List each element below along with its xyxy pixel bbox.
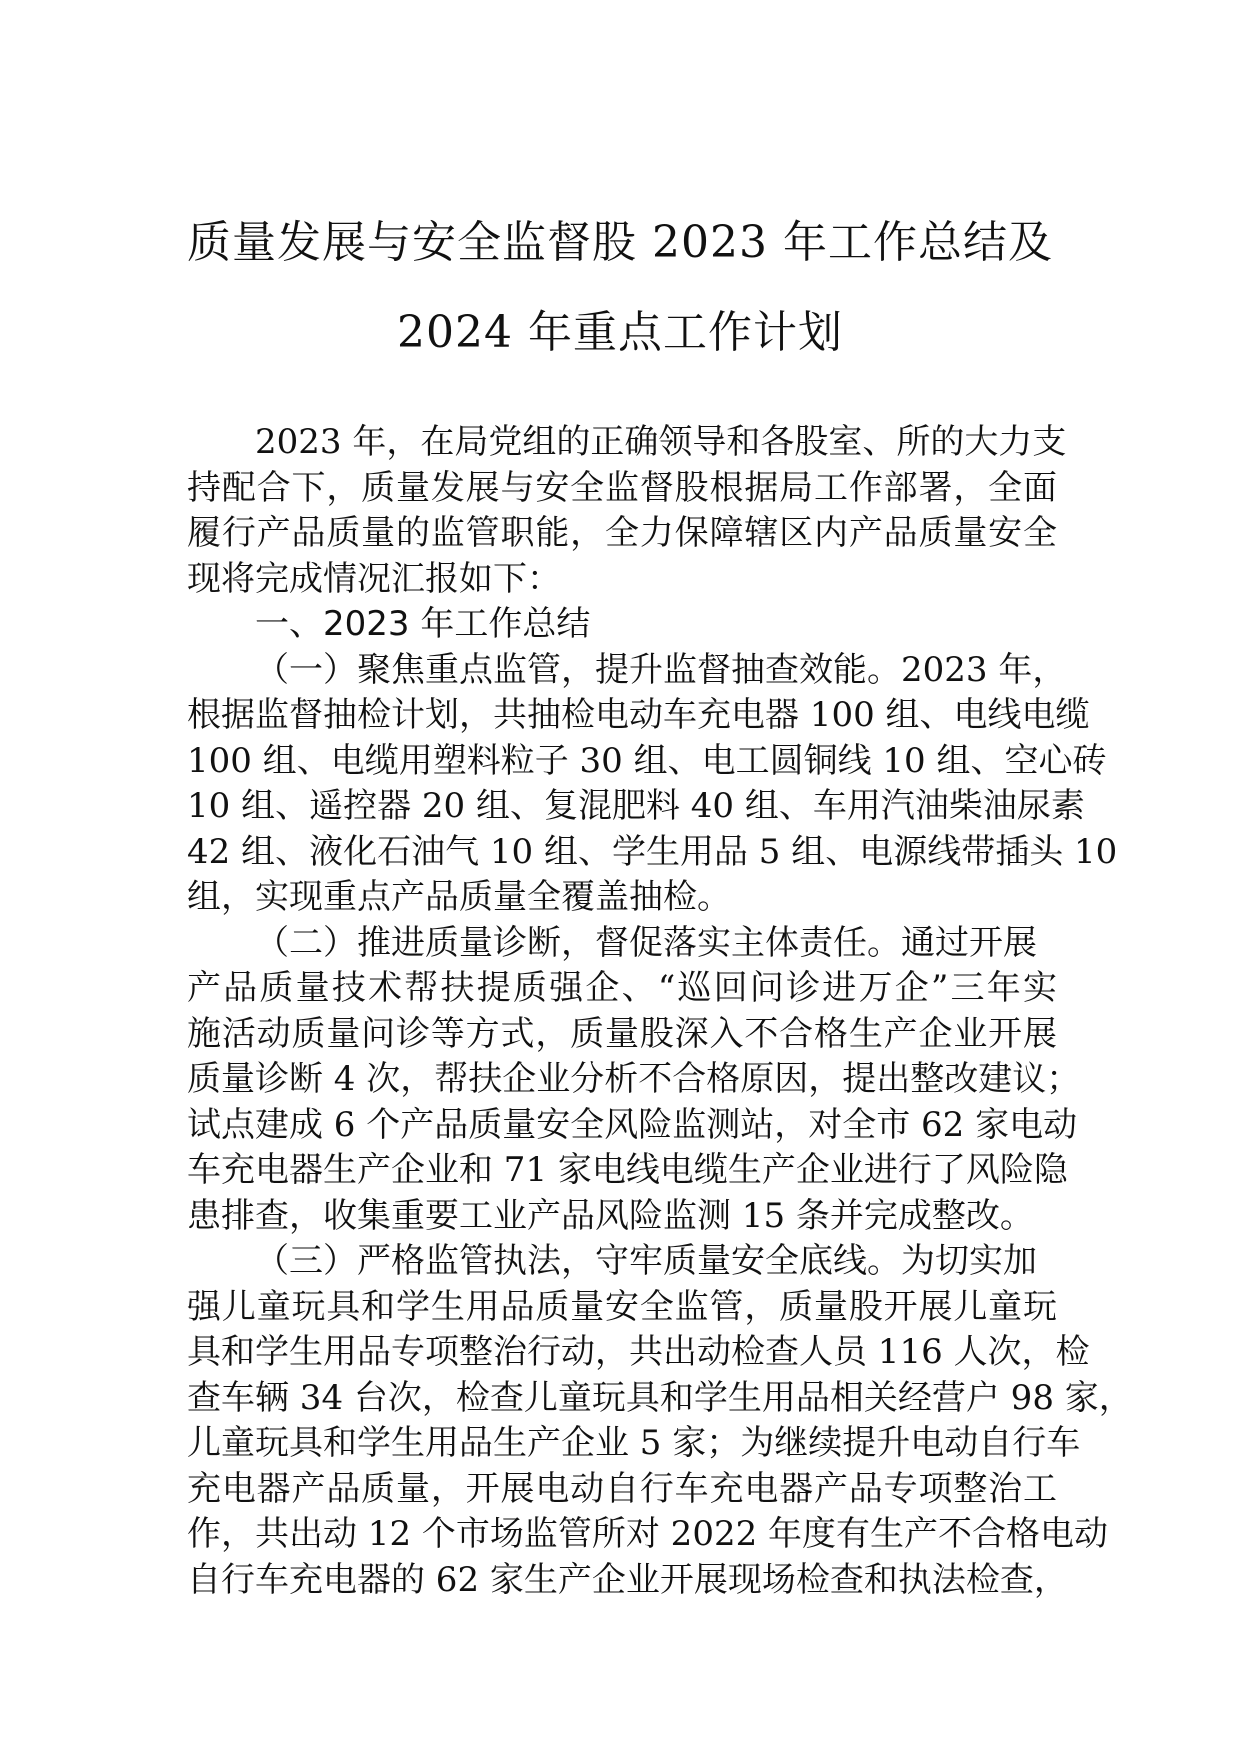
paragraph-3-line: （三）严格监管执法，守牢质量安全底线。为切实加 xyxy=(255,1241,1037,1281)
paragraph-2-line: 质量诊断 4 次，帮扶企业分析不合格原因，提出整改建议； xyxy=(187,1059,1081,1099)
paragraph-3-line: 儿童玩具和学生用品生产企业 5 家；为继续提升电动自行车 xyxy=(187,1423,1081,1463)
paragraph-intro-line: 现将完成情况汇报如下： xyxy=(187,558,561,599)
paragraph-2-line: 产品质量技术帮扶提质强企、“巡回问诊进万企”三年实 xyxy=(187,968,1057,1008)
paragraph-1-line: 10 组、遥控器 20 组、复混肥料 40 组、车用汽油柴油尿素 xyxy=(187,786,1085,826)
paragraph-2-line: 患排查，收集重要工业产品风险监测 15 条并完成整改。 xyxy=(187,1195,1034,1236)
paragraph-intro-line: 2023 年，在局党组的正确领导和各股室、所的大力支 xyxy=(255,422,1067,462)
paragraph-1-line: 组，实现重点产品质量全覆盖抽检。 xyxy=(187,877,731,917)
paragraph-intro-line: 持配合下，质量发展与安全监督股根据局工作部署，全面 xyxy=(187,467,1057,508)
paragraph-3-line: 作，共出动 12 个市场监管所对 2022 年度有生产不合格电动 xyxy=(187,1514,1109,1554)
paragraph-2-line: 车充电器生产企业和 71 家电线电缆生产企业进行了风险隐 xyxy=(187,1150,1068,1190)
paragraph-3-line: 查车辆 34 台次，检查儿童玩具和学生用品相关经营户 98 家， xyxy=(187,1377,1133,1418)
document-body xyxy=(187,420,1133,1603)
paragraph-2-line: 试点建成 6 个产品质量安全风险监测站，对全市 62 家电动 xyxy=(187,1104,1078,1145)
paragraph-1-line: 100 组、电缆用塑料粒子 30 组、电工圆铜线 10 组、空心砖 xyxy=(187,740,1107,781)
paragraph-3-line: 具和学生用品专项整治行动，共出动检查人员 116 人次，检 xyxy=(187,1332,1090,1372)
document-title-line-2: 2024 年重点工作计划 xyxy=(397,307,843,358)
document-title-line-1: 质量发展与安全监督股 2023 年工作总结及 xyxy=(187,217,1053,268)
section-heading: 一、2023 年工作总结 xyxy=(255,604,591,644)
paragraph-1-line: （一）聚焦重点监管，提升监督抽查效能。2023 年， xyxy=(255,649,1067,690)
paragraph-3-line: 强儿童玩具和学生用品质量安全监管，质量股开展儿童玩 xyxy=(187,1286,1057,1327)
paragraph-3-line: 自行车充电器的 62 家生产企业开展现场检查和执法检查， xyxy=(187,1559,1068,1600)
paragraph-3-line: 充电器产品质量，开展电动自行车充电器产品专项整治工 xyxy=(187,1468,1057,1509)
paragraph-1-line: 42 组、液化石油气 10 组、学生用品 5 组、电源线带插头 10 xyxy=(187,831,1118,872)
paragraph-2-line: （二）推进质量诊断，督促落实主体责任。通过开展 xyxy=(255,922,1037,963)
paragraph-2-line: 施活动质量问诊等方式，质量股深入不合格生产企业开展 xyxy=(187,1013,1057,1054)
paragraph-intro-line: 履行产品质量的监管职能，全力保障辖区内产品质量安全 xyxy=(187,513,1057,553)
paragraph-1-line: 根据监督抽检计划，共抽检电动车充电器 100 组、电线电缆 xyxy=(187,695,1090,735)
